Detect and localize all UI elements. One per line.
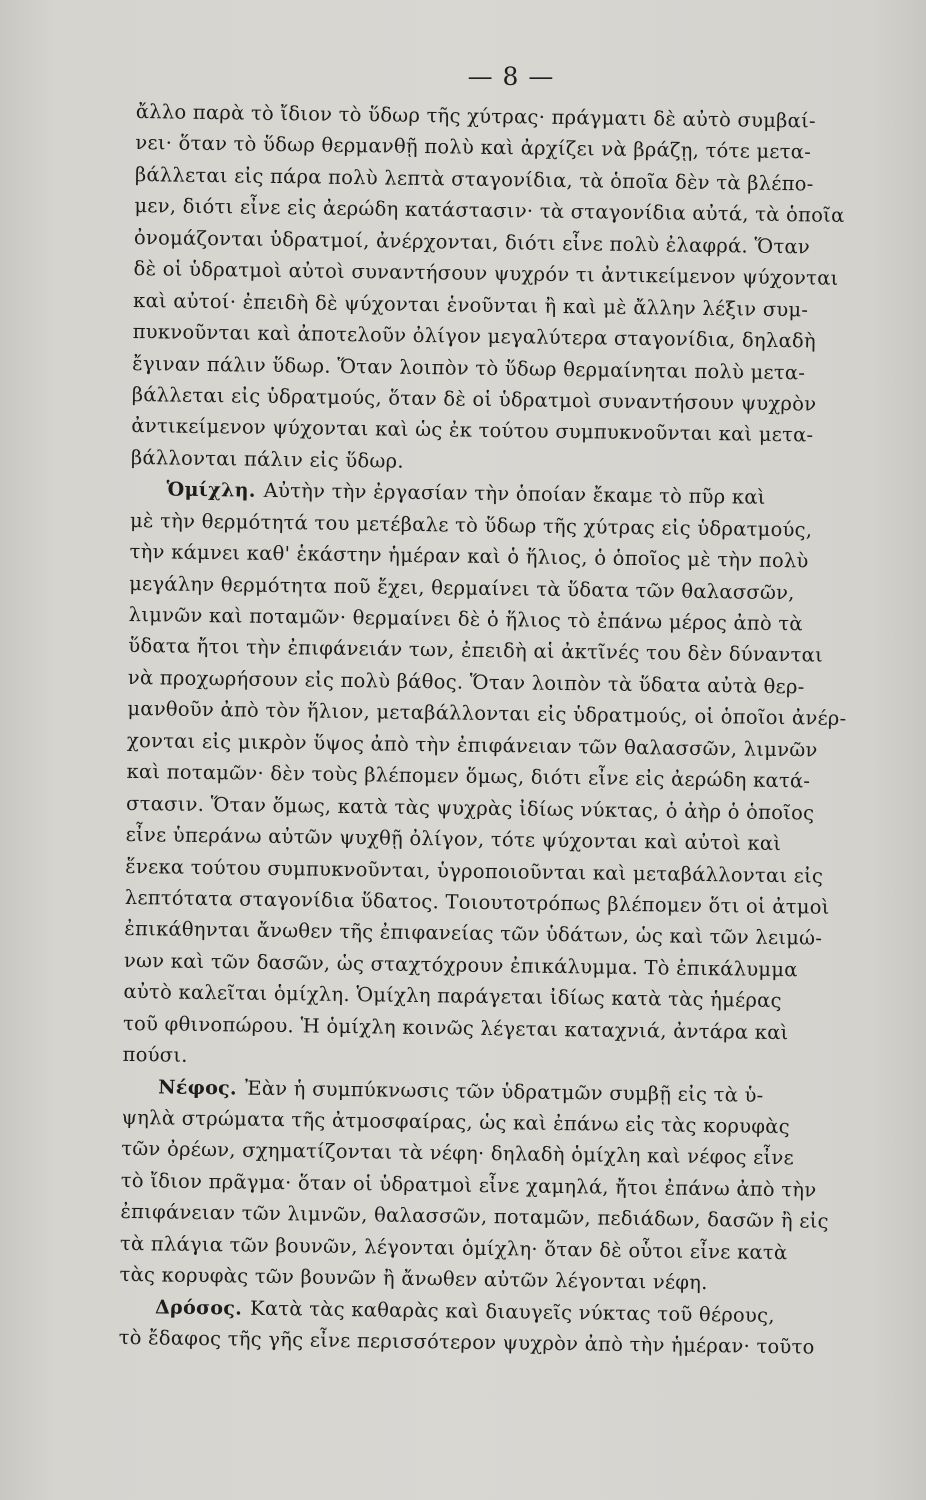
text-line: μεγάλην θερμότητα ποῦ ἔχει, θερμαίνει τὰ ὕδατα τῶν θαλασσῶν, (129, 571, 795, 604)
text-line: βάλλεται εἰς πάρα πολὺ λεπτὰ σταγονίδια, τὰ ὁποῖα δὲν τὰ βλέπο- (134, 162, 814, 196)
text-line: ἐπικάθηνται ἄνωθεν τῆς ἐπιφανείας τῶν ὑδάτων, ὡς καὶ τῶν λειμώ- (124, 917, 823, 951)
text-line: τὸ ἴδιον πρᾶγμα· ὅταν οἱ ὑδρατμοὶ εἶνε χαμηλά, ἤτοι ἐπάνω ἀπὸ τὴν (120, 1168, 817, 1202)
text-line: στασιν. Ὅταν ὅμως, κατὰ τὰς ψυχρὰς ἰδίως νύκτας, ὁ ἀὴρ ὁ ὁποῖος (125, 791, 815, 825)
paragraph-start-nefos: Νέφος. Ἐὰν ἡ συμπύκνωσις τῶν ὑδρατμῶν συμβῇ εἰς τὰ ὑ- (122, 1070, 870, 1112)
text-line: ἄλλο παρὰ τὸ ἴδιον τὸ ὕδωρ τῆς χύτρας· πράγματι δὲ αὐτὸ συμβαί- (135, 99, 816, 133)
heading-nefos: Νέφος. (158, 1075, 238, 1100)
text-line: μὲ τὴν θερμότητά του μετέβαλε τὸ ὕδωρ τῆς χύτρας εἰς ὑδρατμούς, (129, 508, 813, 542)
text-line: ἐπιφάνειαν τῶν λιμνῶν, θαλασσῶν, ποταμῶν, πεδιάδων, δασῶν ἢ εἰς (120, 1200, 829, 1234)
text-line: πυκνοῦνται καὶ ἀποτελοῦν ὀλίγον μεγαλύτερα σταγονίδια, δηλαδὴ (132, 320, 817, 353)
text-line: χονται εἰς μικρὸν ὕψος ἀπὸ τὴν ἐπιφάνειαν τῶν θαλασσῶν, λιμνῶν (126, 728, 818, 762)
text-line: δὲ οἱ ὑδρατμοὶ αὐτοὶ συναντήσουν ψυχρόν τι ἀντικείμενον ψύχονται (133, 257, 839, 291)
text-line: τὴν κάμνει καθ' ἑκάστην ἡμέραν καὶ ὁ ἥλιος, ὁ ὁποῖος μὲ τὴν πολὺ (129, 540, 809, 573)
text-line: ψηλὰ στρώματα τῆς ἀτμοσφαίρας, ὡς καὶ ἐπάνω εἰς τὰς κορυφὰς (121, 1105, 790, 1139)
text-line: τοῦ φθινοπώρου. Ἡ ὁμίχλη κοινῶς λέγεται καταχνιά, ἀντάρα καὶ (122, 1011, 789, 1044)
paragraph-start-drosos: Δρόσος. Κατὰ τὰς καθαρὰς καὶ διαυγεῖς νύκτας τοῦ θέρους, (119, 1291, 867, 1333)
text-line: τὰς κορυφὰς τῶν βουνῶν ἢ ἄνωθεν αὐτῶν λέγονται νέφη. (119, 1263, 708, 1295)
text-line: καὶ ποταμῶν· δὲν τοὺς βλέπομεν ὅμως, διότι εἶνε εἰς ἀερώδη κατά- (126, 760, 811, 793)
text-line: ἀντικείμενον ψύχονται καὶ ὡς ἐκ τούτου συμπυκνοῦνται καὶ μετα- (131, 414, 814, 447)
text-line: νων καὶ τῶν δασῶν, ὡς σταχτόχρουν ἐπικάλυμμα. Τὸ ἐπικάλυμμα (123, 948, 798, 982)
text-line: μεν, διότι εἶνε εἰς ἀερώδη κατάστασιν· τὰ σταγονίδια αὐτά, τὰ ὁποῖα (134, 194, 845, 228)
text-line: πούσι. (122, 1043, 188, 1067)
text-line: τῶν ὀρέων, σχηματίζονται τὰ νέφη· δηλαδὴ ὁμίχλη καὶ νέφος εἶνε (121, 1137, 795, 1170)
text-line: ἕνεκα τούτου συμπυκνοῦνται, ὑγροποιοῦνται καὶ μεταβάλλονται εἰς (125, 854, 824, 888)
text-line: καὶ αὐτοί· ἐπειδὴ δὲ ψύχονται ἑνοῦνται ἢ καὶ μὲ ἄλλην λέξιν συμ- (132, 288, 809, 322)
text-line: βάλλονται πάλιν εἰς ὕδωρ. (130, 445, 404, 473)
text-line: λιμνῶν καὶ ποταμῶν· θερμαίνει δὲ ὁ ἥλιος τὸ ἐπάνω μέρος ἀπὸ τὰ (128, 602, 803, 636)
text-line: τὸ ἔδαφος τῆς γῆς εἶνε περισσότερον ψυχρὸν ἀπὸ τὴν ἡμέραν· τοῦτο (118, 1325, 815, 1359)
text-line: ὀνομάζονται ὑδρατμοί, ἀνέρχονται, διότι εἶνε πολὺ ἐλαφρά. Ὅταν (133, 225, 811, 259)
page-number: — 8 — (467, 62, 555, 91)
text-line: βάλλεται εἰς ὑδρατμούς, ὅταν δὲ οἱ ὑδρατμοὶ συναντήσουν ψυχρὸν (131, 382, 817, 416)
text-line: νὰ προχωρήσουν εἰς πολὺ βάθος. Ὅταν λοιπὸν τὰ ὕδατα αὐτὰ θερ- (127, 665, 805, 699)
text-line: μανθοῦν ἀπὸ τὸν ἥλιον, μεταβάλλονται εἰς ὑδρατμούς, οἱ ὁποῖοι ἀνέρ- (127, 697, 847, 731)
text-line: λεπτότατα σταγονίδια ὕδατος. Τοιουτοτρόπως βλέπομεν ὅτι οἱ ἀτμοὶ (124, 885, 830, 919)
text-line: ὕδατα ἤτοι τὴν ἐπιφάνειάν των, ἐπειδὴ αἱ ἀκτῖνές του δὲν δύνανται (128, 634, 824, 668)
heading-drosos: Δρόσος. (154, 1296, 243, 1320)
body-text (118, 96, 883, 1364)
text-line: ἔγιναν πάλιν ὕδωρ. Ὅταν λοιπὸν τὸ ὕδωρ θερμαίνηται πολὺ μετα- (132, 351, 806, 384)
heading-omichli: Ὁμίχλη. (166, 478, 256, 502)
text-line: τὰ πλάγια τῶν βουνῶν, λέγονται ὁμίχλη· ὅταν δὲ οὗτοι εἶνε κατὰ (119, 1231, 788, 1264)
text-line: νει· ὅταν τὸ ὕδωρ θερμανθῇ πολὺ καὶ ἀρχίζει νὰ βράζῃ, τότε μετα- (135, 131, 812, 164)
text-line: εἶνε ὑπεράνω αὐτῶν ψυχθῇ ὀλίγον, τότε ψύχονται καὶ αὐτοὶ καὶ (125, 822, 782, 856)
text-line: αὐτὸ καλεῖται ὁμίχλη. Ὁμίχλη παράγεται ἰδίως κατὰ τὰς ἡμέρας (123, 980, 782, 1013)
paragraph-start-omichli: Ὁμίχλη. Αὐτὴν τὴν ἐργασίαν τὴν ὁποίαν ἔκαμε τὸ πῦρ καὶ (130, 473, 878, 515)
